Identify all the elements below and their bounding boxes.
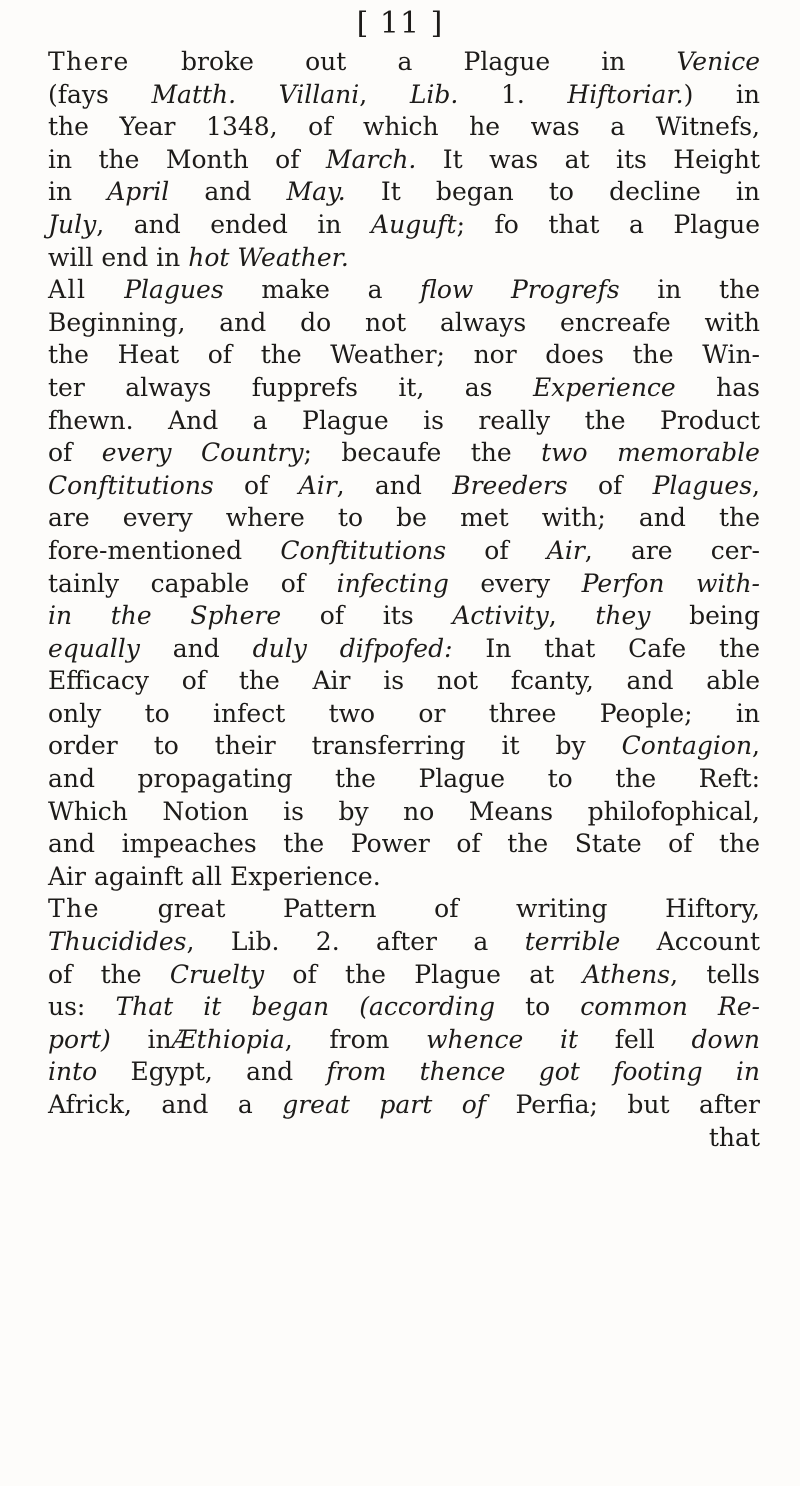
- text-line: [48, 828, 760, 861]
- text-segment: of: [446, 535, 547, 565]
- text-line: [48, 111, 760, 144]
- italic-segment: Experience: [532, 372, 676, 402]
- italic-segment: two memorable: [541, 438, 760, 468]
- text-segment: , from: [284, 1024, 427, 1054]
- text-line: [48, 1024, 760, 1057]
- italic-segment: May.: [286, 177, 346, 207]
- italic-segment: Breeders: [452, 470, 568, 500]
- text-line: [48, 861, 760, 894]
- text-segment: In that Cafe the: [452, 633, 761, 663]
- italic-segment: Thucidides: [48, 927, 187, 957]
- text-segment: in: [147, 1024, 172, 1054]
- text-segment: ; becaufe the: [303, 438, 542, 468]
- italic-segment: April: [107, 177, 170, 207]
- text-segment: make a: [223, 275, 421, 305]
- text-segment: [87, 275, 125, 304]
- italic-segment: equally: [48, 633, 140, 663]
- text-line: [48, 46, 760, 79]
- italic-segment: Contagion: [621, 731, 753, 761]
- text-segment: , Lib. 2. after a: [186, 927, 525, 957]
- text-line: [48, 470, 760, 503]
- text-line: [48, 568, 760, 601]
- text-segment: , and ended in: [96, 209, 372, 239]
- text-segment: the Heat of the Weather; nor does the Win-: [48, 340, 760, 370]
- text-segment: only to infect two or three People; in: [48, 698, 760, 728]
- text-line: [48, 1056, 760, 1089]
- text-line: [48, 600, 760, 633]
- text-segment: Account: [620, 927, 761, 957]
- text-segment: , are cer-: [584, 535, 761, 565]
- italic-segment: great part of: [282, 1090, 487, 1119]
- text-segment: There: [48, 47, 130, 76]
- italic-segment: Plagues: [652, 470, 753, 500]
- text-segment: fell: [578, 1024, 692, 1054]
- text-segment: ,: [752, 731, 760, 761]
- italic-segment: into: [48, 1057, 98, 1087]
- italic-segment: every Country: [101, 438, 304, 468]
- text-line: [48, 1122, 760, 1155]
- italic-segment: flow Progrefs: [420, 275, 620, 305]
- text-segment: being: [650, 601, 760, 631]
- text-segment: order to their transferring it by: [48, 731, 622, 761]
- text-line: [48, 991, 760, 1024]
- italic-segment: Matth. Villani: [151, 79, 360, 109]
- italic-segment: Conftitutions: [280, 535, 447, 565]
- italic-segment: duly difpofed:: [252, 633, 453, 663]
- text-line: [48, 730, 760, 763]
- italic-segment: hot Weather.: [188, 242, 349, 272]
- text-segment: and: [139, 633, 253, 663]
- italic-segment: terrible: [524, 927, 621, 957]
- text-line: [48, 144, 760, 177]
- text-segment: and: [169, 177, 287, 207]
- text-segment: ,: [359, 79, 410, 109]
- italic-segment: That it began (according: [115, 992, 495, 1022]
- text-line: [48, 307, 760, 340]
- italic-segment: Athens: [582, 959, 671, 989]
- italic-segment: whence it: [426, 1024, 578, 1054]
- italic-segment: Auguft: [371, 209, 457, 239]
- text-line: [48, 1089, 760, 1122]
- text-segment: , and: [336, 470, 453, 500]
- text-segment: has: [675, 372, 760, 402]
- text-segment: Beginning, and do not always encreafe with: [48, 307, 760, 337]
- italic-segment: Perfon with-: [581, 568, 760, 598]
- text-line: [48, 176, 760, 209]
- text-segment: of the: [48, 959, 170, 989]
- text-line: [48, 535, 760, 568]
- italic-segment: Hiftoriar.: [567, 79, 684, 109]
- text-segment: will end in: [48, 242, 189, 272]
- text-segment: in the: [619, 275, 760, 305]
- italic-segment: March.: [325, 144, 417, 174]
- text-segment: It began to decline in: [345, 177, 760, 207]
- text-segment: 1.: [458, 79, 568, 109]
- text-line: [48, 79, 760, 112]
- italic-segment: down: [691, 1024, 760, 1054]
- text-segment: Egypt, and: [97, 1057, 327, 1087]
- text-segment: to: [495, 992, 581, 1022]
- italic-segment: July: [48, 209, 97, 239]
- italic-segment: Lib.: [409, 79, 459, 109]
- italic-segment: Air: [546, 535, 585, 565]
- italic-segment: Æthiopia: [171, 1024, 285, 1054]
- text-line: [48, 763, 760, 796]
- italic-segment: Venice: [676, 47, 760, 76]
- text-line: [48, 437, 760, 470]
- page-number: [ 11 ]: [356, 6, 444, 41]
- text-segment: the Year 1348, of which he was a Witnefs,: [48, 112, 760, 142]
- italic-segment: common Re-: [580, 992, 761, 1022]
- italic-segment: in the Sphere: [48, 601, 282, 631]
- text-line: [48, 633, 760, 666]
- text-segment: in the Month of: [48, 144, 326, 174]
- text-segment: us:: [48, 992, 116, 1022]
- text-segment: of the Plague at: [264, 959, 583, 989]
- text-segment: Efficacy of the Air is not fcanty, and able: [48, 666, 760, 696]
- italic-segment: Air: [298, 470, 337, 500]
- text-line: [48, 242, 760, 275]
- text-line: [48, 274, 760, 307]
- text-line: [48, 405, 760, 438]
- italic-segment: from thence got footing in: [326, 1057, 760, 1087]
- text-segment: tainly capable of: [48, 568, 337, 598]
- text-segment: It was at its Height: [416, 144, 761, 174]
- text-segment: of: [213, 470, 299, 500]
- text-segment: ) in: [683, 79, 761, 109]
- text-segment: (fays: [48, 79, 152, 109]
- text-segment: ,: [752, 470, 760, 500]
- text-segment: that: [708, 1122, 760, 1152]
- text-segment: and impeaches the Power of the State of the: [48, 829, 760, 859]
- text-line: [48, 698, 760, 731]
- text-line: [48, 796, 760, 829]
- text-segment: All: [48, 275, 87, 305]
- text-line: [48, 926, 760, 959]
- text-segment: ; fo that a Plague: [456, 209, 760, 239]
- text-segment: of: [48, 438, 102, 468]
- text-segment: The: [48, 894, 101, 924]
- text-segment: fore-mentioned: [48, 535, 281, 565]
- text-segment: in: [48, 177, 108, 207]
- text-segment: , tells: [670, 959, 761, 989]
- text-segment: of its: [281, 601, 453, 631]
- text-segment: Africk, and a: [48, 1090, 283, 1119]
- italic-segment: port): [48, 1024, 148, 1054]
- italic-segment: they: [595, 601, 651, 631]
- italic-segment: Plagues: [124, 275, 224, 305]
- italic-segment: Cruelty: [169, 959, 265, 989]
- text-segment: fhewn. And a Plague is really the Product: [48, 405, 760, 435]
- text-segment: Air againft all Experience.: [48, 861, 381, 891]
- italic-segment: infecting: [336, 568, 449, 598]
- text-segment: Which Notion is by no Means philofophical,: [48, 796, 760, 826]
- text-segment: every: [448, 568, 582, 598]
- italic-segment: Activity: [452, 601, 549, 631]
- text-line: [48, 502, 760, 535]
- text-segment: are every where to be met with; and the: [48, 503, 760, 533]
- text-line: [48, 959, 760, 992]
- text-segment: Perfia; but after: [486, 1090, 760, 1119]
- text-segment: broke out a Plague in: [129, 47, 677, 76]
- body-text: [48, 46, 760, 1154]
- text-line: [48, 665, 760, 698]
- text-segment: ter always fupprefs it, as: [48, 372, 533, 402]
- text-segment: and propagating the Plague to the Reft:: [48, 764, 760, 794]
- text-segment: of: [567, 470, 653, 500]
- text-line: [48, 339, 760, 372]
- text-segment: great Pattern of writing Hiftory,: [100, 894, 760, 924]
- text-segment: ,: [548, 601, 596, 631]
- italic-segment: Conftitutions: [48, 470, 214, 500]
- text-line: [48, 209, 760, 242]
- text-line: [48, 372, 760, 405]
- text-line: [48, 893, 760, 926]
